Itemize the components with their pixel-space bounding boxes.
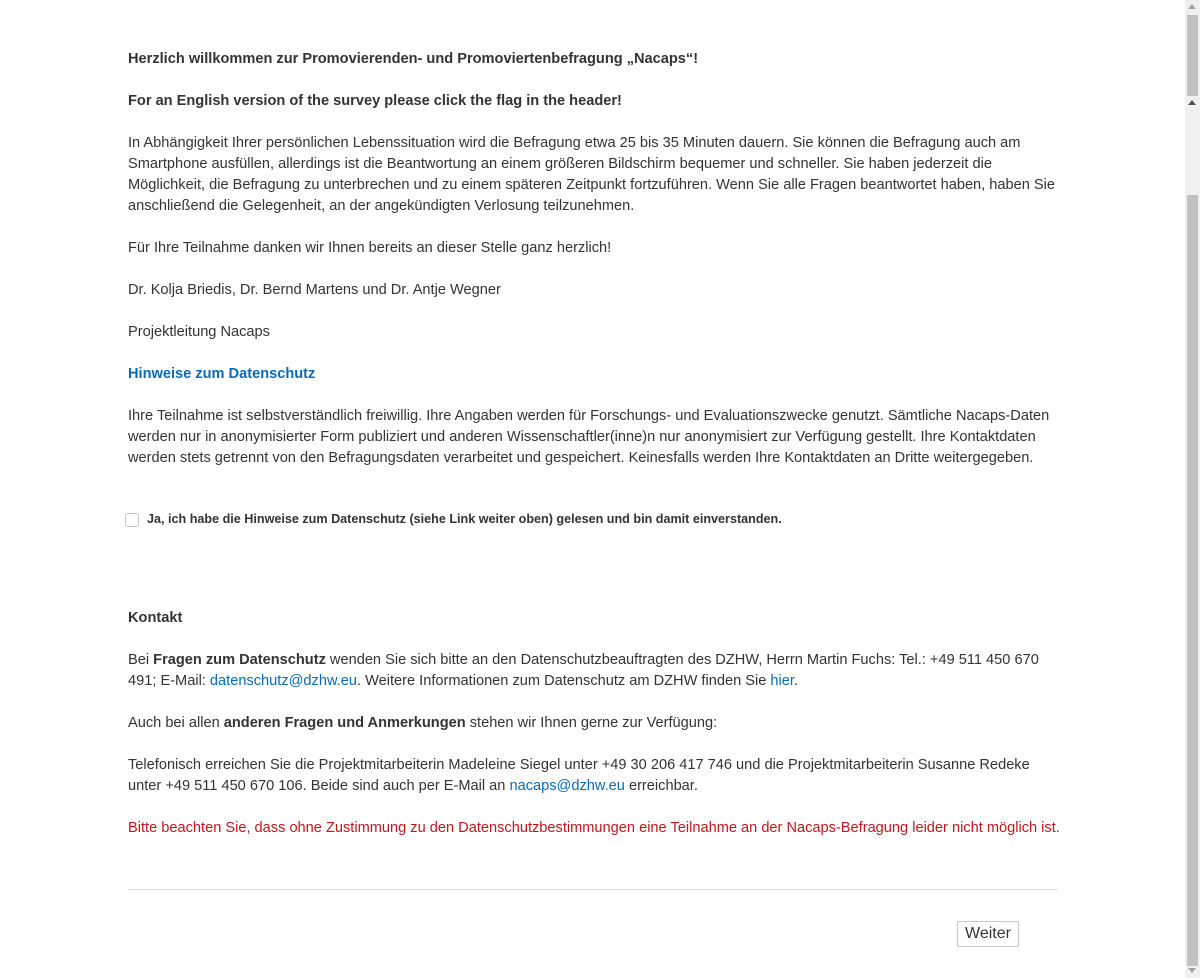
english-version-hint: For an English version of the survey please click the flag in the header!	[128, 93, 622, 109]
vertical-scrollbar[interactable]	[1185, 0, 1200, 978]
scrollbar-thumb[interactable]	[1187, 195, 1198, 966]
privacy-notice-link[interactable]: Hinweise zum Datenschutz	[128, 366, 316, 382]
other-questions-emphasis: anderen Fragen und Anmerkungen	[223, 715, 466, 731]
duration-paragraph: In Abhängigkeit Ihrer persönlichen Lebenssituation wird die Befragung etwa 25 bis 35 Minuten dauern. Sie können die Befragung auch am Smartphone ausfüllen, allerdings ist die Beantwortung an einem größeren Bildschirm bequemer und schneller. Sie haben jederzeit die Möglichkeit, die Befragung zu unterbrechen und zu einem späteren Zeitpunkt fortzuführen. Wenn Sie alle Fragen beantwortet haben, haben Sie anschließend die Gelegenheit, an der angekündigten Verlosung teilzunehmen.	[128, 135, 1056, 214]
privacy-consent-label: Ja, ich habe die Hinweise zum Datenschutz (siehe Link weiter oben) gelesen und bin damit einverstanden.	[147, 512, 782, 526]
nacaps-email-link[interactable]: nacaps@dzhw.eu	[509, 778, 625, 794]
intro-section	[128, 49, 1060, 490]
phone-contact-paragraph	[128, 755, 1060, 797]
privacy-consent[interactable]	[125, 509, 782, 530]
text-segment: Auch bei allen	[128, 715, 224, 731]
text-segment: Bei	[128, 652, 154, 668]
thanks-paragraph: Für Ihre Teilnahme danken wir Ihnen bereits an dieser Stelle ganz herzlich!	[128, 240, 612, 256]
footer-divider	[128, 889, 1058, 890]
text-segment: wenden Sie sich bitte an den Datenschutzbeauftragten des DZHW, Herrn Martin Fuchs: Tel.: +49 511 450 670 491; E-Mail:	[128, 652, 1039, 689]
text-segment: . Weitere Informationen zum Datenschutz am DZHW finden Sie	[357, 673, 771, 689]
text-segment: stehen wir Ihnen gerne zur Verfügung:	[465, 715, 718, 731]
privacy-email-link[interactable]: datenschutz@dzhw.eu	[209, 673, 357, 689]
privacy-questions-paragraph	[128, 650, 1060, 692]
scroll-up-arrow-icon[interactable]	[1188, 100, 1196, 105]
scroll-up-arrow-icon[interactable]	[1188, 4, 1196, 9]
privacy-paragraph: Ihre Teilnahme ist selbstverständlich freiwillig. Ihre Angaben werden für Forschungs- und Evaluationszwecke genutzt. Sämtliche Nacaps-Daten werden nur in anonymisierter Form publiziert und anderen Wissenschaftler(inne)n nur anonymisiert zur Verfügung gestellt. Ihre Kontaktdaten werden stets getrennt von den Befragungsdaten verarbeitet und gespeichert. Keinesfalls werden Ihre Kontaktdaten an Dritte weitergegeben.	[128, 408, 1050, 466]
signatories: Dr. Kolja Briedis, Dr. Bernd Martens und Dr. Antje Wegner	[128, 282, 501, 298]
other-questions-paragraph	[128, 713, 1060, 734]
privacy-info-link[interactable]: hier	[770, 673, 794, 689]
scroll-down-arrow-icon[interactable]	[1188, 968, 1196, 973]
privacy-consent-checkbox[interactable]	[125, 513, 139, 527]
text-segment: .	[793, 673, 798, 689]
consent-warning: Bitte beachten Sie, dass ohne Zustimmung zu den Datenschutzbestimmungen eine Teilnahme an der Nacaps-Befragung leider nicht möglich ist.	[128, 820, 1060, 836]
next-button[interactable]: Weiter	[957, 921, 1019, 947]
text-segment: Telefonisch erreichen Sie die Projektmitarbeiterin Madeleine Siegel unter +49 30 206 417 746 und die Projektmitarbeiterin Susanne Redeke unter +49 511 450 670 106. Beide sind auch per E-Mail an	[128, 757, 1030, 794]
contact-section	[128, 608, 1060, 860]
project-lead: Projektleitung Nacaps	[128, 324, 270, 340]
privacy-questions-emphasis: Fragen zum Datenschutz	[153, 652, 326, 668]
scrollbar-thumb-outer[interactable]	[1187, 15, 1198, 96]
welcome-heading: Herzlich willkommen zur Promovierenden- und Promoviertenbefragung „Nacaps“!	[128, 51, 699, 67]
contact-heading: Kontakt	[128, 610, 183, 626]
text-segment: erreichbar.	[624, 778, 698, 794]
